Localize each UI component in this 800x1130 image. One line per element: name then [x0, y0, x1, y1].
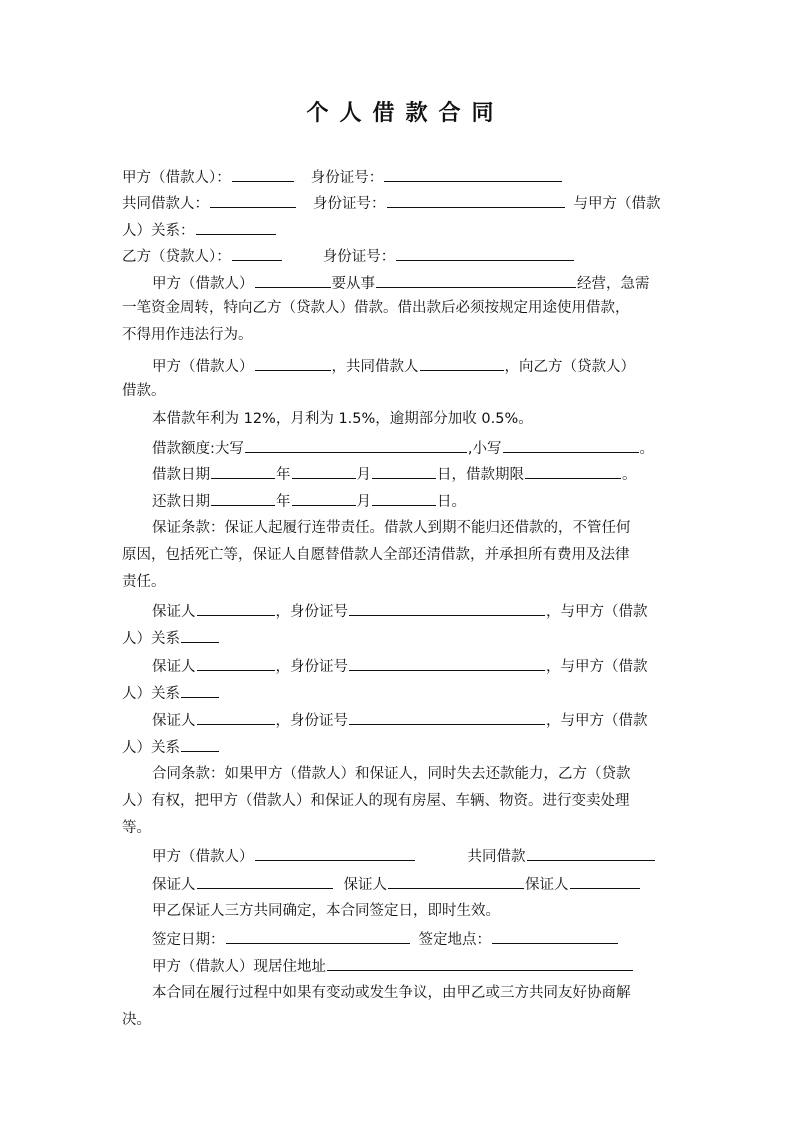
guarantor-3-id-blank[interactable]: [349, 709, 545, 725]
guarantor-3-line: 保证人 ，身份证号 ，与甲方（借款: [152, 709, 680, 729]
contract-clause-line-3: 等。: [122, 820, 151, 836]
guarantor-1-name-blank[interactable]: [197, 600, 275, 616]
repay-month-blank[interactable]: [292, 490, 356, 506]
amount-uppercase-blank[interactable]: [245, 437, 467, 453]
address-blank[interactable]: [327, 955, 633, 971]
co-borrower-relation-blank[interactable]: [196, 219, 276, 235]
guarantor-1-signature-blank[interactable]: [197, 873, 333, 889]
effective-line: 甲乙保证人三方共同确定，本合同签定日，即时生效。: [152, 903, 500, 919]
guarantor-1-relation-line: 人）关系: [122, 627, 680, 647]
borrow-party-a-blank[interactable]: [255, 355, 331, 371]
amount-lowercase-blank[interactable]: [503, 437, 639, 453]
dispute-line-2: 决。: [122, 1012, 151, 1028]
borrow-line-1: 甲方（借款人） ，共同借款人 ，向乙方（贷款人）: [152, 355, 680, 375]
purpose-line-1: 甲方（借款人） 要从事 经营，急需: [152, 272, 680, 292]
purpose-name-blank[interactable]: [255, 272, 331, 288]
party-a-name-blank[interactable]: [232, 166, 294, 182]
page-title: 个人借款合同: [306, 101, 505, 126]
sign-date-place-line: 签定日期： 签定地点：: [152, 928, 680, 948]
loan-year-blank[interactable]: [211, 463, 275, 479]
repay-year-blank[interactable]: [211, 490, 275, 506]
co-borrower-id-blank[interactable]: [387, 192, 565, 208]
party-a-signature-blank[interactable]: [255, 845, 415, 861]
co-borrower-relation-line: 人）关系：: [122, 219, 680, 239]
interest-line: 本借款年利为 12%，月利为 1.5%，逾期部分加收 0.5%。: [152, 411, 533, 427]
repay-date-line: 还款日期 年 月 日。: [152, 490, 680, 510]
guarantee-clause-line-2: 原因，包括死亡等，保证人自愿替借款人全部还清借款，并承担所有费用及法律: [122, 547, 630, 563]
guarantor-1-id-blank[interactable]: [349, 600, 545, 616]
signature-line-1: 甲方（借款人） 共同借款: [152, 845, 680, 865]
loan-term-blank[interactable]: [525, 463, 621, 479]
borrow-co-borrower-blank[interactable]: [420, 355, 504, 371]
guarantor-3-relation-blank[interactable]: [181, 736, 219, 752]
contract-clause-line-2: 人）有权，把甲方（借款人）和保证人的现有房屋、车辆、物资。进行变卖处理: [122, 793, 630, 809]
guarantor-3-signature-blank[interactable]: [570, 873, 640, 889]
repay-day-blank[interactable]: [372, 490, 436, 506]
contract-clause-line-1: 合同条款：如果甲方（借款人）和保证人，同时失去还款能力，乙方（贷款: [152, 766, 631, 782]
party-a-line: 甲方（借款人）： 身份证号：: [122, 166, 680, 186]
signature-line-2: 保证人 保证人 保证人: [152, 873, 680, 893]
guarantee-clause-line-1: 保证条款：保证人起履行连带责任。借款人到期不能归还借款的，不管任何: [152, 520, 631, 536]
guarantor-2-name-blank[interactable]: [197, 655, 275, 671]
sign-place-blank[interactable]: [492, 928, 618, 944]
sign-date-blank[interactable]: [226, 928, 410, 944]
amount-line: 借款额度:大写 ,小写 。: [152, 437, 680, 457]
guarantor-3-relation-line: 人）关系: [122, 736, 680, 756]
borrow-line-2: 借款。: [122, 383, 166, 399]
loan-month-blank[interactable]: [292, 463, 356, 479]
loan-day-blank[interactable]: [372, 463, 436, 479]
co-borrower-line: 共同借款人： 身份证号： 与甲方（借款: [122, 192, 680, 212]
purpose-business-blank[interactable]: [376, 272, 576, 288]
guarantor-2-relation-blank[interactable]: [181, 682, 219, 698]
party-a-id-blank[interactable]: [384, 166, 562, 182]
purpose-line-3: 不得用作违法行为。: [122, 327, 253, 343]
loan-date-line: 借款日期 年 月 日，借款期限 。: [152, 463, 680, 483]
address-line: 甲方（借款人）现居住地址: [152, 955, 680, 975]
co-borrower-signature-blank[interactable]: [527, 845, 655, 861]
party-b-line: 乙方（贷款人）： 身份证号：: [122, 245, 680, 265]
guarantor-2-id-blank[interactable]: [349, 655, 545, 671]
guarantee-clause-line-3: 责任。: [122, 574, 166, 590]
guarantor-2-signature-blank[interactable]: [388, 873, 524, 889]
guarantor-2-line: 保证人 ，身份证号 ，与甲方（借款: [152, 655, 680, 675]
party-b-name-blank[interactable]: [232, 245, 282, 261]
guarantor-1-relation-blank[interactable]: [181, 627, 219, 643]
purpose-line-2: 一笔资金周转，特向乙方（贷款人）借款。借出款后必须按规定用途使用借款，: [122, 300, 630, 316]
guarantor-2-relation-line: 人）关系: [122, 682, 680, 702]
guarantor-3-name-blank[interactable]: [197, 709, 275, 725]
dispute-line-1: 本合同在履行过程中如果有变动或发生争议，由甲乙或三方共同友好协商解: [152, 985, 631, 1001]
co-borrower-name-blank[interactable]: [210, 192, 296, 208]
party-b-id-blank[interactable]: [396, 245, 574, 261]
guarantor-1-line: 保证人 ，身份证号 ，与甲方（借款: [152, 600, 680, 620]
